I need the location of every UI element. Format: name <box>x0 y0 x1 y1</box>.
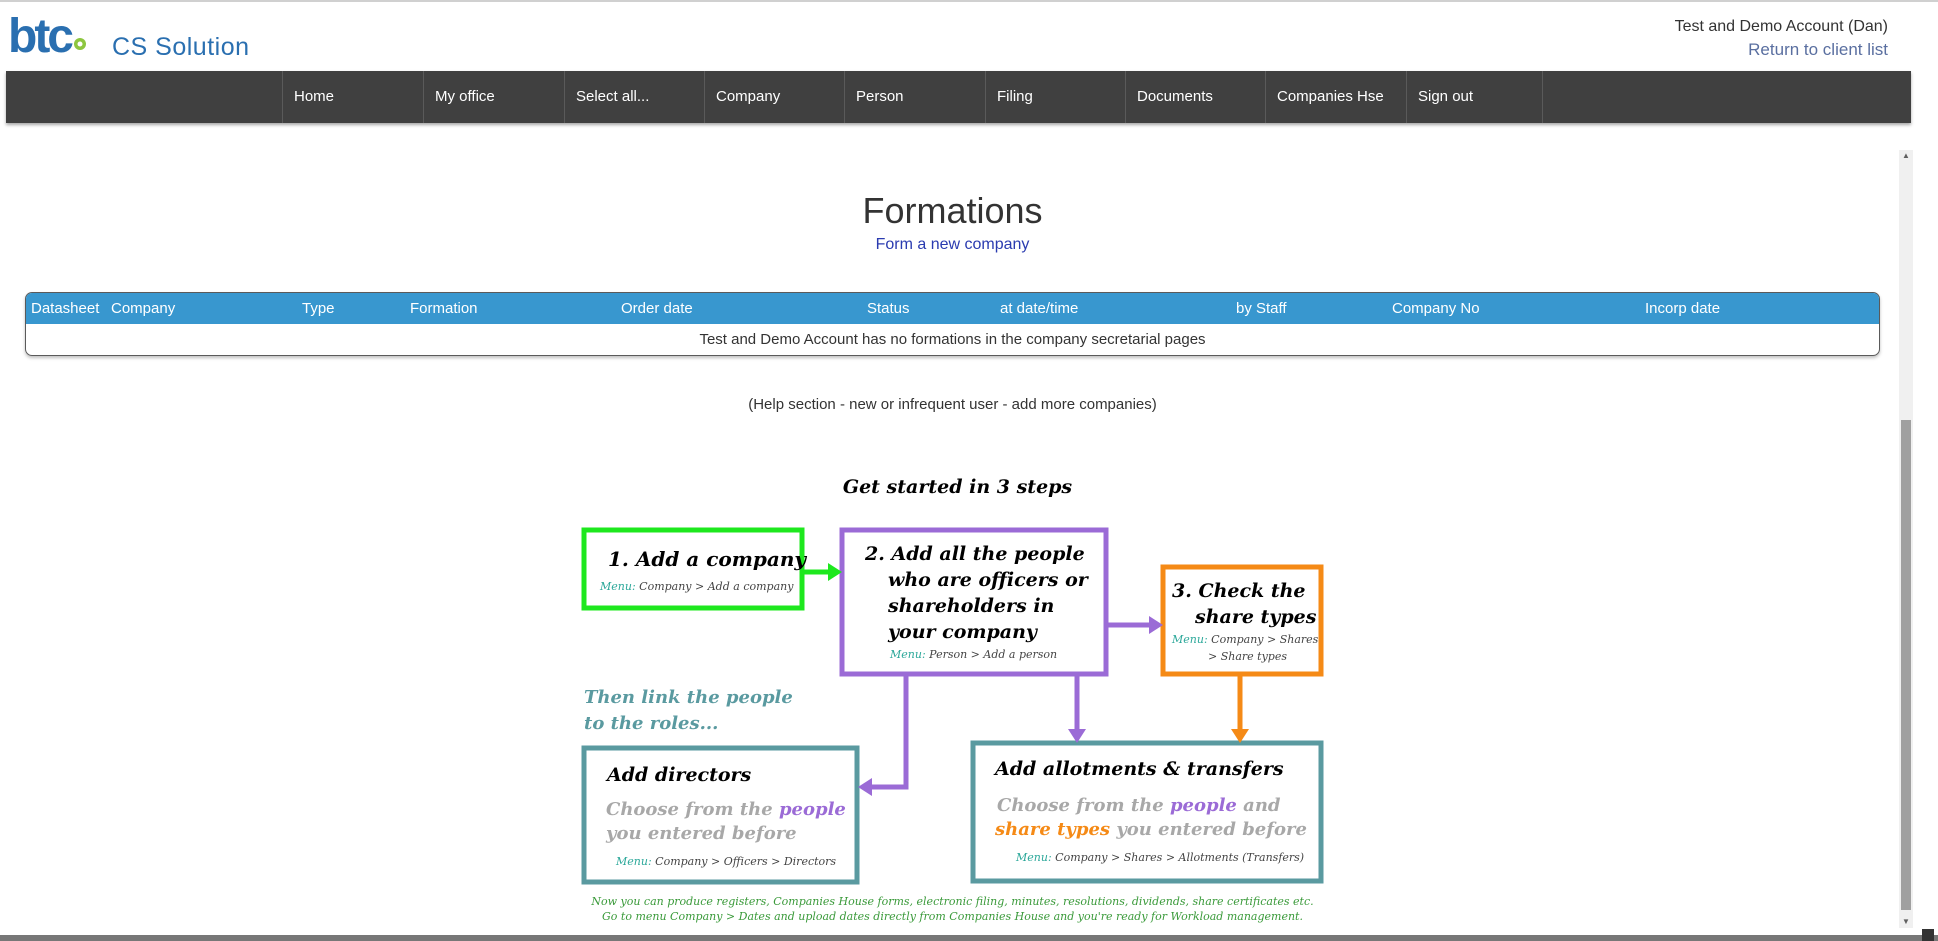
col-formation[interactable]: Formation <box>410 300 478 317</box>
step2-title-line4: your company <box>888 621 1037 643</box>
col-order-date[interactable]: Order date <box>621 300 693 317</box>
col-incorp-date[interactable]: Incorp date <box>1645 300 1721 317</box>
directors-people-word: people <box>778 799 846 820</box>
allotments-choose-suffix: you entered before <box>1116 819 1307 840</box>
diagram-footer-line2: Go to menu Company > Dates and upload dates directly from Companies House and you're ready for Workload management. <box>602 910 1303 923</box>
allotments-menu-hint <box>1016 851 1304 864</box>
step2-title-line2: who are officers or <box>888 569 1088 591</box>
step1-menu-hint <box>600 580 793 593</box>
col-status[interactable]: Status <box>867 300 910 317</box>
nav-select-all[interactable]: Select all... <box>564 71 705 123</box>
table-empty-message: Test and Demo Account has no formations in the company secretarial pages <box>699 331 1206 348</box>
allotments-people-word: people <box>1169 795 1237 816</box>
step2-menu-hint <box>890 648 1057 661</box>
nav-filing[interactable]: Filing <box>985 71 1126 123</box>
directors-choose-suffix: you entered before <box>606 823 797 844</box>
arrow-step2-to-directors <box>871 674 906 787</box>
directors-menu-word: Menu: <box>616 855 652 868</box>
step3-title-line1: 3. Check the <box>1172 580 1306 602</box>
allotments-share-types-word: share types <box>995 819 1111 840</box>
allotments-choose-line2 <box>995 819 1307 840</box>
directors-title: Add directors <box>607 764 752 786</box>
allotments-and-word: and <box>1243 795 1281 816</box>
directors-menu-hint <box>616 855 836 868</box>
nav-home[interactable]: Home <box>282 71 423 123</box>
return-to-client-list-link[interactable]: Return to client list <box>1748 40 1888 59</box>
col-company-no[interactable]: Company No <box>1392 300 1480 317</box>
col-datasheet[interactable]: Datasheet <box>31 300 100 317</box>
help-section-text: (Help section - new or infrequent user - add more companies) <box>748 396 1157 413</box>
step3-menu-hint <box>1172 633 1318 646</box>
col-at-date-time[interactable]: at date/time <box>1000 300 1079 317</box>
nav-companies-hse[interactable]: Companies Hse <box>1265 71 1406 123</box>
svg-text:btc: btc <box>8 14 71 60</box>
brand-name: CS Solution <box>112 33 250 61</box>
step3-title-line2: share types <box>1195 606 1317 628</box>
step1-title: 1. Add a company <box>608 547 806 571</box>
directors-choose-prefix: Choose from the <box>606 799 773 820</box>
page-title: Formations <box>862 190 1043 231</box>
nav-documents[interactable]: Documents <box>1125 71 1266 123</box>
directors-choose-line1 <box>606 799 846 820</box>
step3-menu-path-1: Company > Shares <box>1211 633 1319 646</box>
nav-person[interactable]: Person <box>844 71 985 123</box>
col-by-staff[interactable]: by Staff <box>1236 300 1287 317</box>
step3-menu-path-2: > Share types <box>1208 650 1287 663</box>
allotments-menu-path: Company > Shares > Allotments (Transfers) <box>1055 851 1305 864</box>
form-new-company-link[interactable]: Form a new company <box>875 236 1030 253</box>
diagram-heading: Get started in 3 steps <box>842 476 1073 498</box>
link-note-line2: to the roles... <box>584 713 719 734</box>
step2-menu-word: Menu: <box>890 648 926 661</box>
allotments-choose-prefix: Choose from the <box>997 795 1164 816</box>
step2-title-line1: 2. Add all the people <box>865 543 1085 565</box>
account-name: Test and Demo Account (Dan) <box>1674 18 1888 35</box>
step1-menu-path: Company > Add a company <box>639 580 794 593</box>
allotments-title: Add allotments & transfers <box>995 758 1284 780</box>
allotments-choose-line1 <box>997 795 1281 816</box>
directors-menu-path: Company > Officers > Directors <box>655 855 837 868</box>
step2-title-line3: shareholders in <box>888 595 1055 617</box>
step2-menu-path: Person > Add a person <box>929 648 1058 661</box>
col-type[interactable]: Type <box>302 300 335 317</box>
allotments-menu-word: Menu: <box>1016 851 1052 864</box>
scroll-up-arrow-icon[interactable]: ▲ <box>1902 151 1910 160</box>
step1-menu-word: Menu: <box>600 580 636 593</box>
nav-sign-out[interactable]: Sign out <box>1406 71 1547 123</box>
step3-menu-word: Menu: <box>1172 633 1208 646</box>
scroll-down-arrow-icon[interactable]: ▼ <box>1902 917 1910 926</box>
arrow-head-directors-icon <box>858 778 872 796</box>
diagram-footer-line1: Now you can produce registers, Companies House forms, electronic filing, minutes, resolutions, dividends, share certificates etc. <box>591 895 1314 908</box>
col-company[interactable]: Company <box>111 300 176 317</box>
nav-company[interactable]: Company <box>704 71 845 123</box>
nav-my-office[interactable]: My office <box>423 71 564 123</box>
link-note-line1: Then link the people <box>584 687 793 708</box>
